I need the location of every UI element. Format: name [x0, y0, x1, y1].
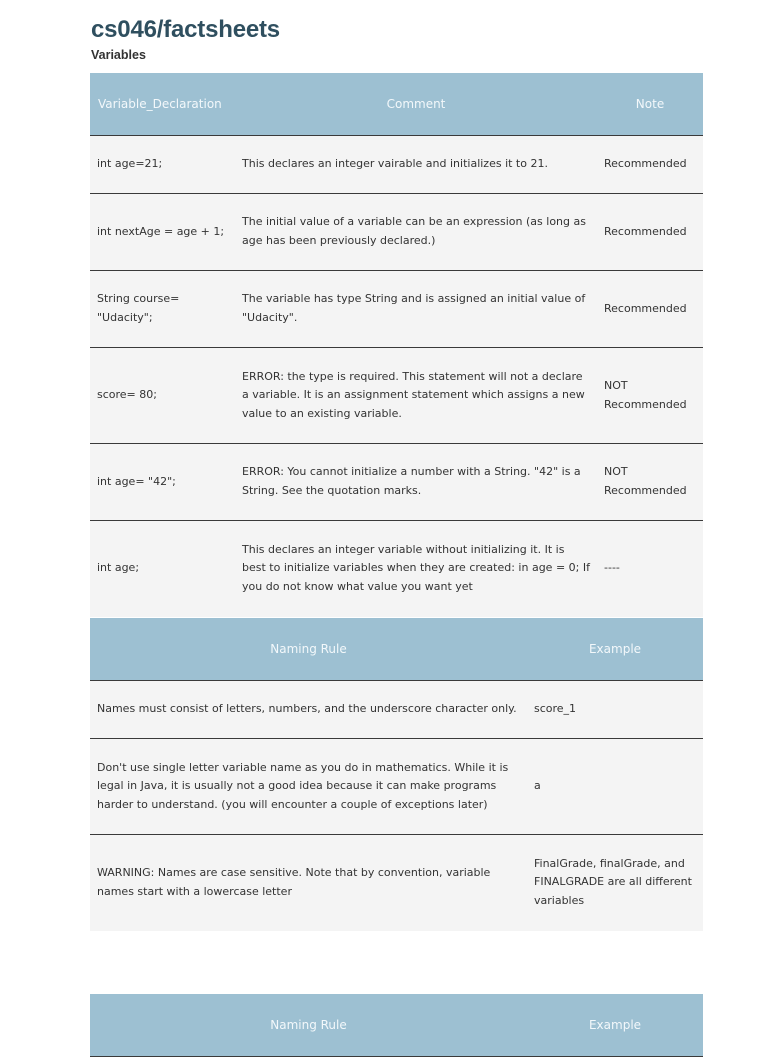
column-header-naming-rule: Naming Rule	[90, 994, 527, 1057]
declaration-cell: int nextAge = age + 1;	[90, 194, 235, 271]
column-header-example: Example	[527, 994, 703, 1057]
table-row	[90, 835, 703, 931]
table-row	[90, 739, 703, 835]
example-cell: score_1	[527, 681, 703, 739]
declaration-cell: int age;	[90, 521, 235, 617]
table-header-row	[90, 994, 703, 1057]
rule-cell: WARNING: Names are case sensitive. Note that by convention, variable names start with a lowercase letter	[90, 835, 527, 931]
declaration-cell: String course= "Udacity";	[90, 271, 235, 348]
table-row	[90, 681, 703, 739]
comment-cell: This declares an integer variable without initializing it. It is best to initialize variables when they are created: in age = 0; If you do not know what value you want yet	[235, 521, 597, 617]
table-row	[90, 348, 703, 444]
naming-rules-table-2	[90, 994, 703, 1057]
note-cell: Recommended	[597, 271, 703, 348]
site-title[interactable]: cs046/factsheets	[91, 16, 280, 43]
note-cell: Recommended	[597, 136, 703, 194]
column-header-note: Note	[597, 73, 703, 136]
table-row	[90, 136, 703, 194]
table-row	[90, 444, 703, 521]
declaration-cell: score= 80;	[90, 348, 235, 444]
table-row	[90, 521, 703, 617]
declaration-cell: int age= "42";	[90, 444, 235, 521]
comment-cell: This declares an integer vairable and initializes it to 21.	[235, 136, 597, 194]
naming-rules-table	[90, 618, 703, 931]
rule-cell: Don't use single letter variable name as you do in mathematics. While it is legal in Java, it is usually not a good idea because it can make programs harder to understand. (you will encounter a couple of exceptions later)	[90, 739, 527, 835]
note-cell: NOT Recommended	[597, 444, 703, 521]
variables-table	[90, 73, 703, 617]
table-header-row	[90, 618, 703, 681]
note-cell: Recommended	[597, 194, 703, 271]
table-header-row	[90, 73, 703, 136]
comment-cell: The variable has type String and is assigned an initial value of "Udacity".	[235, 271, 597, 348]
column-header-declaration: Variable_Declaration	[90, 73, 235, 136]
comment-cell: ERROR: the type is required. This statement will not a declare a variable. It is an assignment statement which assigns a new value to an existing variable.	[235, 348, 597, 444]
comment-cell: The initial value of a variable can be an expression (as long as age has been previously declared.)	[235, 194, 597, 271]
declaration-cell: int age=21;	[90, 136, 235, 194]
rule-cell: Names must consist of letters, numbers, and the underscore character only.	[90, 681, 527, 739]
column-header-naming-rule: Naming Rule	[90, 618, 527, 681]
example-cell: FinalGrade, finalGrade, and FINALGRADE are all different variables	[527, 835, 703, 931]
note-cell: ----	[597, 521, 703, 617]
note-cell: NOT Recommended	[597, 348, 703, 444]
page-subtitle: Variables	[91, 48, 146, 62]
column-header-comment: Comment	[235, 73, 597, 136]
table-row	[90, 194, 703, 271]
example-cell: a	[527, 739, 703, 835]
column-header-example: Example	[527, 618, 703, 681]
comment-cell: ERROR: You cannot initialize a number with a String. "42" is a String. See the quotation marks.	[235, 444, 597, 521]
table-row	[90, 271, 703, 348]
